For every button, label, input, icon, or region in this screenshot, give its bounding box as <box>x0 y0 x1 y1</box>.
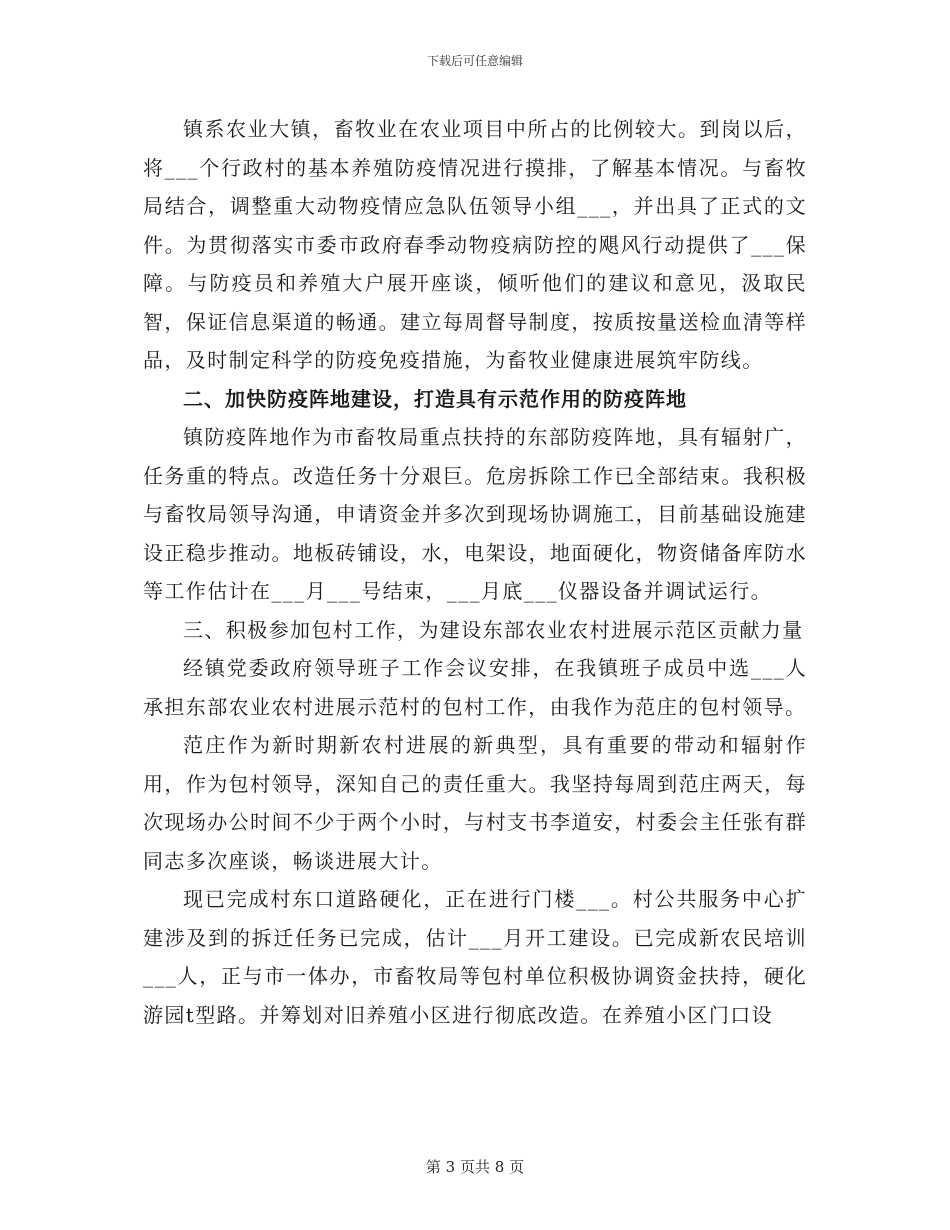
section-heading: 三、积极参加包村工作，为建设东部农业农村进展示范区贡献力量 <box>183 617 804 642</box>
page-footer: 第 3 页共 8 页 <box>425 1158 525 1176</box>
paragraph: 范庄作为新时期新农村进展的新典型，具有重要的带动和辐射作用，作为包村领导，深知自己的责任重大。我坚持每周到范庄两天，每次现场办公时间不少于两个小时，与村支书李道安，村委会主任张有群同志多次座谈，畅谈进展大计。 <box>143 733 807 873</box>
paragraph: 镇防疫阵地作为市畜牧局重点扶持的东部防疫阵地，具有辐射广，任务重的特点。改造任务十分艰巨。危房拆除工作已全部结束。我积极与畜牧局领导沟通，申请资金并多次到现场协调施工，目前基础设施建设正稳步推动。地板砖铺设，水，电架设，地面硬化，物资储备库防水等工作估计在___月___号结束，___月底___仪器设备并调试运行。 <box>143 425 807 603</box>
paragraph: 经镇党委政府领导班子工作会议安排，在我镇班子成员中选___人承担东部农业农村进展示范村的包村工作，由我作为范庄的包村领导。 <box>143 656 807 719</box>
paragraph: 现已完成村东口道路硬化，正在进行门楼___。村公共服务中心扩建涉及到的拆迁任务已完成，估计___月开工建设。已完成新农民培训___人，正与市一体办，市畜牧局等包村单位积极协调资金扶持，硬化游园t型路。并筹划对旧养殖小区进行彻底改造。在养殖小区门口设 <box>143 887 807 1027</box>
paragraph: 镇系农业大镇，畜牧业在农业项目中所占的比例较大。到岗以后，将___个行政村的基本养殖防疫情况进行摸排，了解基本情况。与畜牧局结合，调整重大动物疫情应急队伍领导小组___，并出具了正式的文件。为贯彻落实市委市政府春季动物疫病防控的飓风行动提供了___保障。与防疫员和养殖大户展开座谈，倾听他们的建议和意见，汲取民智，保证信息渠道的畅通。建立每周督导制度，按质按量送检血清等样品，及时制定科学的防疫免疫措施，为畜牧业健康进展筑牢防线。 <box>143 117 807 372</box>
page-header: 下载后可任意编辑 <box>426 54 523 68</box>
document-body <box>143 110 807 1034</box>
section-heading: 二、加快防疫阵地建设，打造具有示范作用的防疫阵地 <box>183 386 687 411</box>
